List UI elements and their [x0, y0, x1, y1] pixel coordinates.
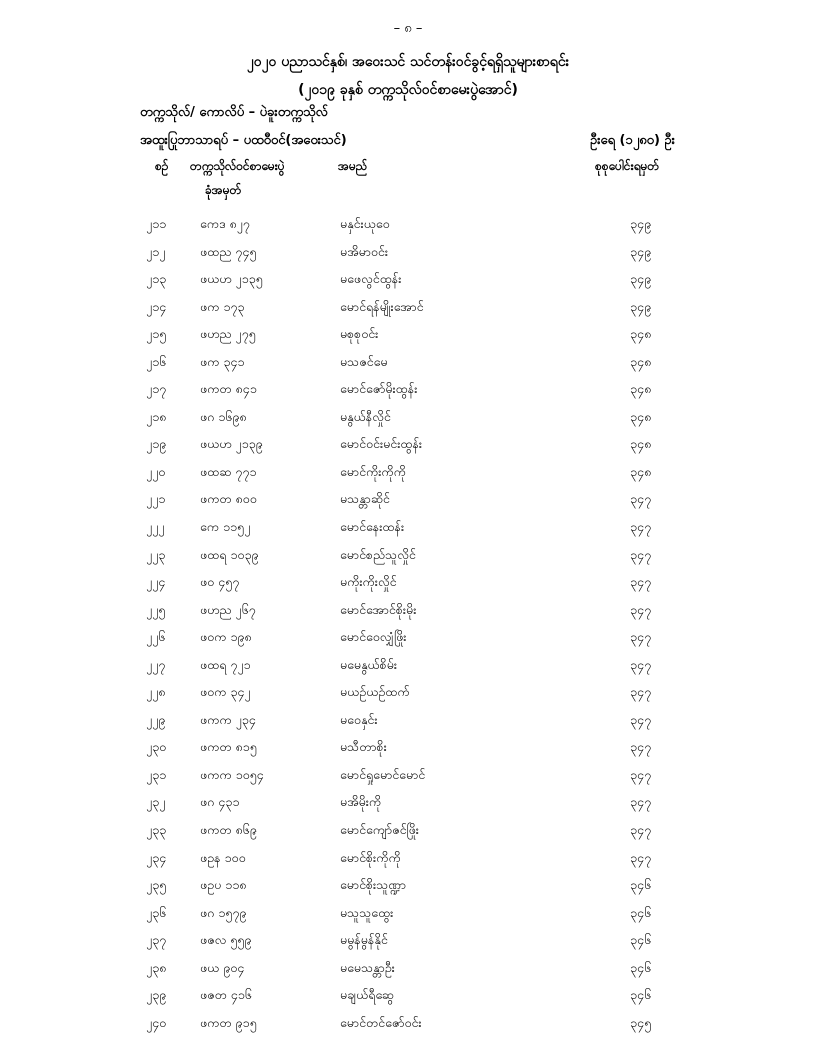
column-header-roll-line2: ခုံအမှတ်	[205, 183, 242, 197]
total-marks-cell: ၃၄၉	[630, 298, 652, 314]
name-cell: မချယ်ရီဆွေ	[340, 987, 394, 1003]
serial-cell: ၂၂၉	[146, 711, 166, 727]
name-cell: မောင်အောင်စိုးမိုး	[340, 601, 417, 617]
table-row	[0, 954, 816, 982]
total-marks-cell: ၃၄၉	[630, 216, 652, 231]
name-cell: မောင်နေးထန်း	[340, 519, 405, 535]
total-marks-cell: ၃၄၆	[630, 877, 652, 893]
name-cell: မယဥ်ယဥ်ထက်	[340, 684, 410, 700]
serial-cell: ၂၂၇	[146, 656, 166, 672]
roll-number-cell: ဖကတ ၈၀၀	[200, 491, 257, 507]
roll-number-cell: ဖက ၁၇၃	[200, 298, 245, 314]
total-marks-cell: ၃၄၉	[630, 243, 652, 259]
roll-number-cell: ဖဂ ၁၆၉၈	[200, 408, 247, 424]
total-marks-cell: ၃၄၇	[630, 849, 652, 865]
roll-number-cell: ဖဂ ၄၃၁	[200, 794, 240, 810]
name-cell: မောင်ဝေလျှံဖြိုး	[340, 629, 407, 645]
total-marks-cell: ၃၄၆	[630, 932, 652, 948]
name-cell: မောင်ရှုမောင်မောင်	[340, 766, 426, 782]
total-marks-cell: ၃၄၇	[630, 546, 652, 562]
name-cell: မဖေလွင်ထွန်း	[340, 271, 402, 287]
name-cell: မောင်စည်သူလှိုင်	[340, 546, 416, 562]
serial-cell: ၂၂၅	[146, 601, 166, 617]
name-cell: မကိုးကိုးလှိုင်	[340, 574, 397, 590]
roll-number-cell: ဖဝက ၃၄၂	[200, 684, 251, 700]
total-marks-cell: ၃၄၇	[630, 711, 652, 727]
table-row	[0, 678, 816, 706]
name-cell: မမေနွယ်စိမ်း	[340, 656, 398, 672]
table-row	[0, 458, 816, 486]
total-marks-cell: ၃၄၇	[630, 656, 652, 672]
roll-number-cell: ဖကတ ၈၁၅	[200, 739, 257, 755]
name-cell: မောင်ကျော်ဇင်ဖြိုး	[340, 822, 419, 838]
column-header-total: စုစုပေါင်းရမှတ်	[595, 159, 660, 173]
name-cell: မောင်ကိုးကိုကို	[340, 463, 406, 479]
total-marks-cell: ၃၄၇	[630, 684, 652, 700]
roll-number-cell: ဖထဆ ၇၇၁	[200, 463, 257, 479]
table-row	[0, 651, 816, 679]
total-marks-cell: ၃၄၉	[630, 271, 652, 287]
table-row	[0, 788, 816, 816]
serial-cell: ၂၁၇	[146, 381, 167, 397]
serial-cell: ၂၃၃	[146, 822, 167, 838]
serial-cell: ၂၃၅	[146, 877, 167, 893]
table-row	[0, 375, 816, 403]
name-cell: မအိမိုးကို	[340, 794, 382, 810]
total-marks-cell: ၃၄၇	[630, 822, 652, 838]
roll-number-cell: ဖဇတ ၄၁၆	[200, 987, 252, 1003]
roll-number-cell: ဖဟည ၂၆၇	[200, 601, 256, 617]
table-row	[0, 568, 816, 596]
roll-number-cell: ဖယဟ ၂၁၃၅	[200, 271, 263, 287]
serial-cell: ၂၁၆	[146, 353, 167, 369]
name-cell: မောင်စိုးသူဏ္ဍာ	[340, 877, 407, 893]
serial-cell: ၂၃၁	[146, 766, 167, 782]
name-cell: မနှင်းယုဝေ	[340, 216, 390, 231]
serial-cell: ၂၂၂	[146, 519, 165, 535]
total-marks-cell: ၃၄၆	[630, 959, 652, 975]
total-marks-cell: ၃၄၇	[630, 766, 652, 782]
table-row	[0, 541, 816, 569]
table-row	[0, 238, 816, 266]
roll-number-cell: ဖဇလ ၅၅၉	[200, 932, 252, 948]
name-cell: မသဇင်မေ	[340, 353, 388, 369]
serial-cell: ၂၃၀	[146, 739, 167, 755]
table-row	[0, 1009, 816, 1037]
serial-cell: ၂၂၀	[146, 463, 166, 479]
table-row	[0, 844, 816, 872]
total-marks-cell: ၃၄၈	[630, 353, 652, 369]
column-header-name: အမည်	[338, 159, 368, 173]
serial-cell: ၂၂၈	[146, 684, 166, 700]
serial-cell: ၂၂၆	[146, 629, 166, 645]
total-marks-cell: ၃၄၆	[630, 904, 652, 920]
table-row	[0, 403, 816, 431]
table-row	[0, 320, 816, 348]
roll-number-cell: ဖဥပ ၁၁၈	[200, 877, 247, 893]
table-row	[0, 623, 816, 651]
total-marks-cell: ၃၄၇	[630, 739, 652, 755]
name-cell: မအိမာဝင်း	[340, 243, 389, 259]
table-row	[0, 706, 816, 734]
total-marks-cell: ၃၄၇	[630, 491, 652, 507]
roll-number-cell: ဖယဟ ၂၁၃၉	[200, 436, 263, 452]
serial-cell: ၂၂၁	[146, 491, 166, 507]
total-marks-cell: ၃၄၅	[630, 1014, 652, 1030]
name-cell: မသူသူထွေး	[340, 904, 394, 920]
name-cell: မောင်တင်ဇော်ဝင်း	[340, 1014, 422, 1030]
roll-number-cell: ကေ ၁၁၅၂	[200, 519, 251, 535]
column-header-roll: တက္ကသိုလ်ဝင်စာမေးပွဲ	[190, 159, 285, 173]
table-row	[0, 596, 816, 624]
roll-number-cell: ဖဥန ၁၀၀	[200, 849, 246, 865]
table-row	[0, 761, 816, 789]
name-cell: မဝေနှင်း	[340, 711, 378, 727]
serial-cell: ၂၃၆	[146, 904, 167, 920]
roll-number-cell: ဖက ၃၄၁	[200, 353, 245, 369]
roll-number-cell: ဖကတ ၈၆၉	[200, 822, 257, 838]
roll-number-cell: ဖဝက ၁၉၈	[200, 629, 252, 645]
total-marks-cell: ၃၄၇	[630, 574, 652, 590]
total-marks-cell: ၃၄၈	[630, 408, 652, 424]
roll-number-cell: ဖကတ ၈၄၁	[200, 381, 257, 397]
table-row	[0, 981, 816, 1009]
roll-number-cell: ဖဂ ၁၅၇၉	[200, 904, 247, 920]
name-cell: မနွယ်နီလှိုင်	[340, 408, 391, 424]
table-row	[0, 513, 816, 541]
document-subtitle: (၂၀၁၉ ခုနှစ် တက္ကသိုလ်ဝင်စာမေးပွဲအောင်)	[298, 82, 518, 98]
roll-number-cell: ဖဝ ၄၅၇	[200, 574, 240, 590]
serial-cell: ၂၂၄	[146, 574, 166, 590]
serial-cell: ၂၁၄	[146, 298, 167, 314]
table-row	[0, 210, 816, 238]
serial-cell: ၂၁၉	[146, 436, 167, 452]
serial-cell: ၂၂၃	[146, 546, 166, 562]
table-row	[0, 485, 816, 513]
serial-cell: ၂၄၀	[146, 1014, 167, 1030]
university-label: တက္ကသိုလ်/ ကောလိပ် – ပဲခူးတက္ကသိုလ်	[140, 105, 328, 120]
serial-cell: ၂၁၅	[146, 326, 167, 342]
name-cell: မောင်ဇော်မိုးထွန်း	[340, 381, 418, 397]
roll-number-cell: ဖဟည ၂၇၅	[200, 326, 256, 342]
total-marks-cell: ၃၄၆	[630, 987, 652, 1003]
table-row	[0, 293, 816, 321]
name-cell: မမေသန္တာဦး	[340, 959, 395, 975]
table-row	[0, 816, 816, 844]
serial-cell: ၂၃၂	[146, 794, 166, 810]
serial-cell: ၂၁၂	[146, 243, 166, 259]
roll-number-cell: ဖကက ၂၃၄	[200, 711, 256, 727]
total-marks-cell: ၃၄၇	[630, 794, 652, 810]
serial-cell: ၂၃၇	[146, 932, 167, 948]
serial-cell: ၂၁၁	[146, 216, 167, 231]
roll-number-cell: ဖထည ၇၄၅	[200, 243, 257, 259]
table-row	[0, 871, 816, 899]
table-row	[0, 430, 816, 458]
table-row	[0, 348, 816, 376]
total-marks-cell: ၃၄၈	[630, 436, 652, 452]
student-count: ဦးရေ (၁၂၈၀) ဦး	[590, 133, 675, 148]
roll-number-cell: ဖထရ ၇၂၁	[200, 656, 251, 672]
student-list	[0, 210, 816, 1036]
total-marks-cell: ၃၄၇	[630, 601, 652, 617]
serial-cell: ၂၃၉	[146, 987, 167, 1003]
name-cell: မသန္တာဆိုင်	[340, 491, 390, 507]
serial-cell: ၂၃၄	[146, 849, 167, 865]
document-title: ၂၀၂၀ ပညာသင်နှစ်၊ အဝေးသင် သင်တန်းဝင်ခွင့်ရရှိသူများစာရင်း	[246, 54, 570, 70]
serial-cell: ၂၃၈	[146, 959, 167, 975]
page-number: – ၈ –	[393, 21, 423, 36]
total-marks-cell: ၃၄၈	[630, 326, 652, 342]
name-cell: မောင်ဝင်းမင်းထွန်း	[340, 436, 423, 452]
roll-number-cell: ဖကက ၁၀၅၄	[200, 766, 264, 782]
roll-number-cell: ဖထရ ၁၀၃၉	[200, 546, 259, 562]
name-cell: မသီတာစိုး	[340, 739, 387, 755]
major-label: အထူးပြုဘာသာရပ် – ပထဝီဝင်(အဝေးသင်)	[140, 133, 347, 148]
roll-number-cell: ကေဒ ၈၂၇	[200, 216, 250, 231]
table-row	[0, 265, 816, 293]
total-marks-cell: ၃၄၈	[630, 463, 652, 479]
total-marks-cell: ၃၄၈	[630, 381, 652, 397]
serial-cell: ၂၁၈	[146, 408, 167, 424]
name-cell: မမွန်မွန်နိုင်	[340, 932, 388, 948]
name-cell: မောင်စိုးကိုကို	[340, 849, 401, 865]
serial-cell: ၂၁၃	[146, 271, 167, 287]
column-header-serial: စဉ်	[155, 159, 169, 173]
table-row	[0, 899, 816, 927]
table-row	[0, 733, 816, 761]
name-cell: မစုစုဝင်း	[340, 326, 379, 342]
table-row	[0, 926, 816, 954]
total-marks-cell: ၃၄၇	[630, 629, 652, 645]
name-cell: မောင်ရန်မျိုးအောင်	[340, 298, 424, 314]
total-marks-cell: ၃၄၇	[630, 519, 652, 535]
roll-number-cell: ဖကတ ၉၁၅	[200, 1014, 257, 1030]
roll-number-cell: ဖယ ၉၀၄	[200, 959, 245, 975]
